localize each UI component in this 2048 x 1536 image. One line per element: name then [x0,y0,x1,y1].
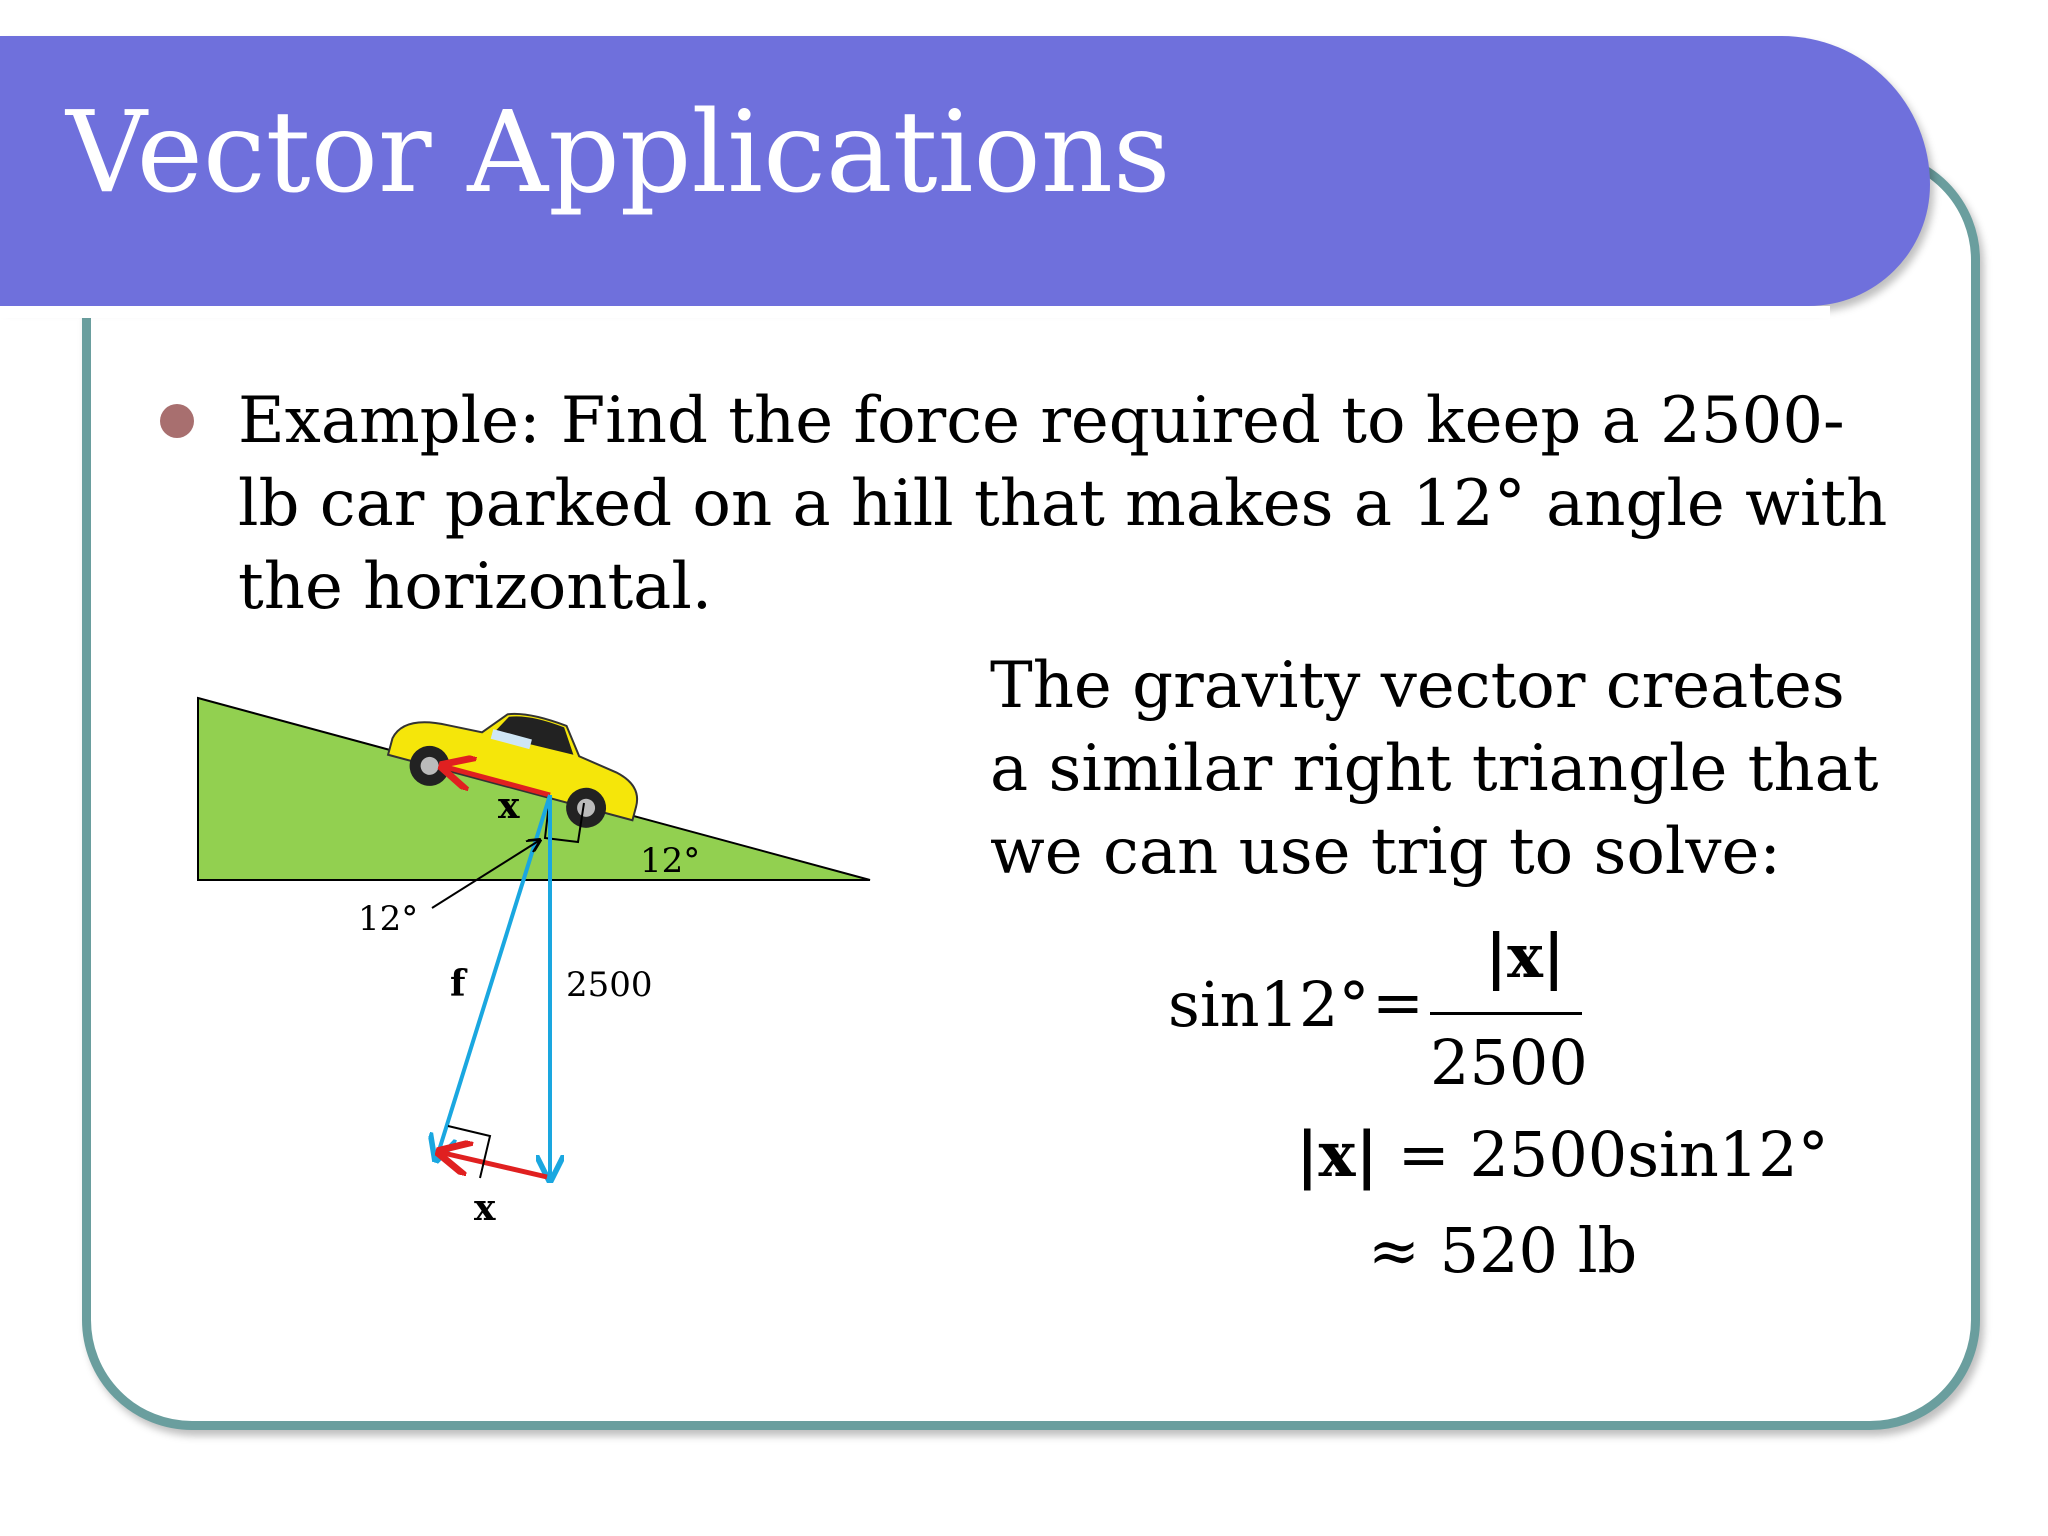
explanation-text: The gravity vector creates a similar right triangle that we can use trig to solve: [990,649,1879,889]
label-weight: 2500 [566,965,653,1005]
label-x-bottom: x [474,1187,496,1229]
label-x-top: x [498,785,520,827]
fraction-numerator [1470,922,1580,992]
equation-line-2 [1296,1118,1829,1191]
fraction-denominator: 2500 [1430,1026,1588,1099]
label-angle-hill: 12° [640,841,701,881]
fraction-bar [1430,1012,1582,1015]
equation-line-2-lhs: |x| [1296,1118,1379,1191]
equation-line-3: ≈ 520 lb [1368,1214,1638,1287]
equation-equals: = [1372,966,1424,1039]
label-f: f [450,963,466,1005]
bullet-text: Example: Find the force required to keep a 2500-lb car parked on a hill that makes a 12° angle with the horizontal. [238,384,1888,624]
title-underline [0,306,1830,318]
right-angle-bottom [448,1126,490,1178]
fraction-numerator-text: |x| [1485,922,1565,992]
hill-vector-diagram [180,690,900,1230]
equation-line-2-rhs: = 2500sin12° [1397,1118,1829,1191]
equation-sin-left: sin12° [1168,968,1370,1041]
component-x-bottom [439,1152,547,1177]
label-angle-vector: 12° [358,899,419,939]
slide-title: Vector Applications [66,88,1171,218]
bullet-dot [160,404,194,438]
